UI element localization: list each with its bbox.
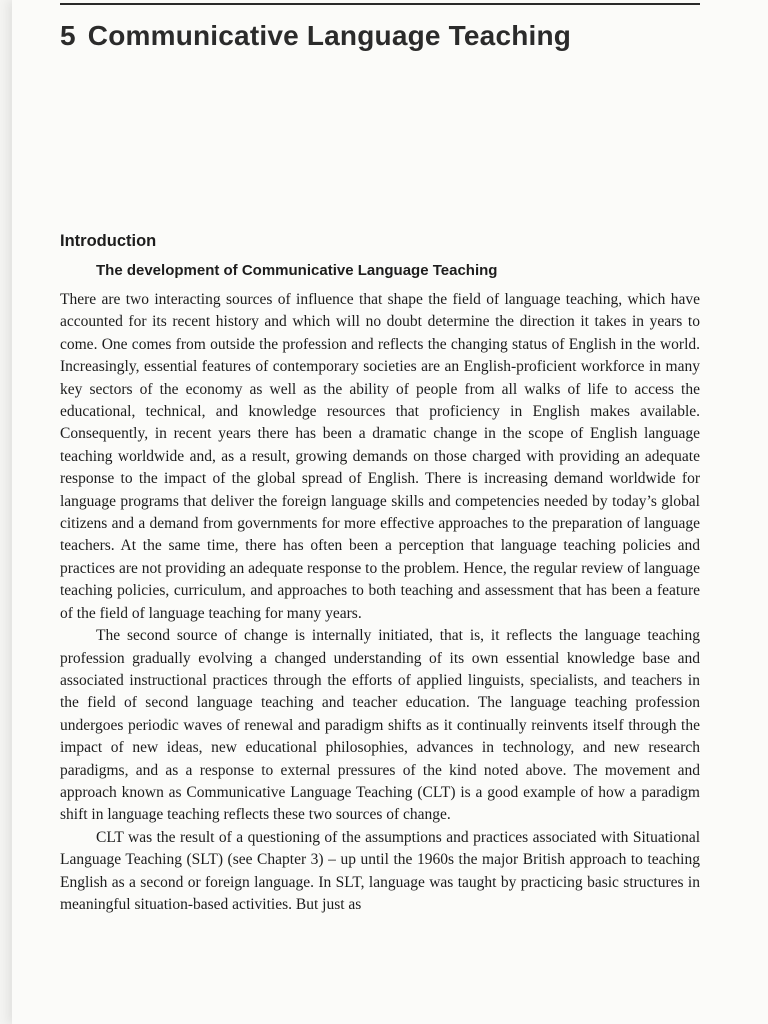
chapter-title [60, 20, 571, 52]
top-rule [60, 3, 700, 5]
paragraph: The second source of change is internally initiated, that is, it reflects the language teaching profession gradually evolving a changed understanding of its own essential knowledge base and associated instructional practices through the efforts of applied linguists, specialists, and teachers in the field of second language teaching and teacher education. The language teaching profession undergoes periodic waves of renewal and paradigm shifts as it continually reinvents itself through the impact of new ideas, new educational philosophies, advances in technology, and new research paradigms, and as a response to external pressures of the kind noted above. The movement and approach known as Communicative Language Teaching (CLT) is a good example of how a paradigm shift in language teaching reflects these two sources of change. [60, 627, 700, 824]
paragraph: There are two interacting sources of influence that shape the field of language teaching, which have accounted for its recent history and which will no doubt determine the direction it takes in years to come. One comes from outside the profession and reflects the changing status of English in the world. Increasingly, essential features of contemporary societies are an English-proficient workforce in many key sectors of the economy as well as the ability of people from all walks of life to access the educational, technical, and knowledge resources that proficiency in English makes available. Consequently, in recent years there has been a dramatic change in the scope of English language teaching worldwide and, as a result, growing demands on those charged with providing an adequate response to the impact of the global spread of English. There is increasing demand worldwide for language programs that deliver the foreign language skills and competencies needed by today’s global citizens and a demand from governments for more effective approaches to the preparation of language teachers. At the same time, there has often been a perception that language teaching policies and practices are not providing an adequate response to the problem. Hence, the regular review of language teaching policies, curriculum, and approaches to both teaching and assessment that has been a feature of the field of language teaching for many years. [60, 291, 700, 622]
subsection-heading: The development of Communicative Language Teaching [96, 262, 498, 279]
chapter-title-text: Communicative Language Teaching [87, 20, 572, 51]
chapter-number: 5 [60, 20, 76, 51]
book-page [12, 0, 768, 1024]
section-heading: Introduction [60, 232, 157, 250]
paragraph: CLT was the result of a questioning of the assumptions and practices associated with Situational Language Teaching (SLT) (see Chapter 3) – up until the 1960s the major British approach to teaching English as a second or foreign language. In SLT, language was taught by practicing basic structures in meaningful situation-based activities. But just as [60, 828, 700, 913]
body-text [60, 289, 700, 916]
